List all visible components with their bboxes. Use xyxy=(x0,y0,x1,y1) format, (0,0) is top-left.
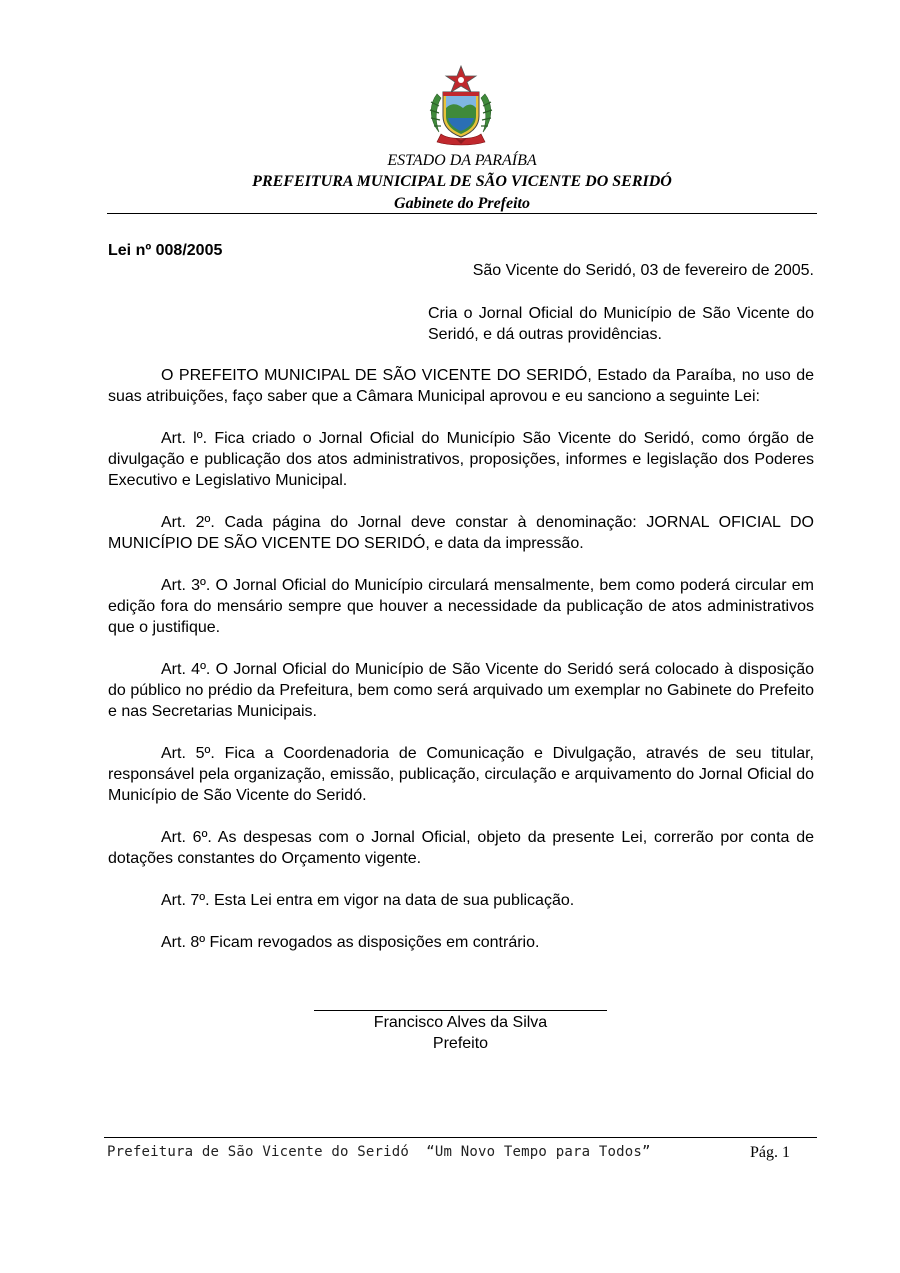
article-3: Art. 3º. O Jornal Oficial do Município circulará mensalmente, bem como poderá circular em edição fora do mensário sempre que houver a necessidade da publicação de atos administrativos que o justifique. xyxy=(108,577,814,636)
article-4: Art. 4º. O Jornal Oficial do Município de São Vicente do Seridó será colocado à disposição do público no prédio da Prefeitura, bem como será arquivado um exemplar no Gabinete do Prefeito e nas Secretarias Municipais. xyxy=(108,661,814,720)
signature-role: Prefeito xyxy=(432,1035,489,1052)
coat-of-arms-icon xyxy=(419,64,503,148)
header-state: ESTADO DA PARAÍBA xyxy=(387,152,537,169)
page-number: Pág. 1 xyxy=(750,1144,790,1161)
header-gabinete: Gabinete do Prefeito xyxy=(394,195,530,212)
header-divider xyxy=(107,213,817,214)
signature-name: Francisco Alves da Silva xyxy=(373,1014,548,1031)
preamble: O PREFEITO MUNICIPAL DE SÃO VICENTE DO SERIDÓ, Estado da Paraíba, no uso de suas atribuições, faço saber que a Câmara Municipal aprovou e eu sanciono a seguinte Lei: xyxy=(108,367,814,405)
law-ementa: Cria o Jornal Oficial do Município de São Vicente do Seridó, e dá outras providências. xyxy=(428,305,814,343)
article-8: Art. 8º Ficam revogados as disposições em contrário. xyxy=(161,934,540,951)
article-7: Art. 7º. Esta Lei entra em vigor na data de sua publicação. xyxy=(161,892,575,909)
law-number: Lei nº 008/2005 xyxy=(108,242,223,259)
emblem-star-center xyxy=(458,77,464,83)
emblem-shield-band xyxy=(443,92,479,96)
article-5: Art. 5º. Fica a Coordenadoria de Comunicação e Divulgação, através de seu titular, responsável pela organização, emissão, publicação, circulação e arquivamento do Jornal Oficial do Município de São Vicente do Seridó. xyxy=(108,745,814,804)
header-prefeitura: PREFEITURA MUNICIPAL DE SÃO VICENTE DO SERIDÓ xyxy=(252,173,672,190)
footer-divider xyxy=(104,1137,817,1138)
signature-line xyxy=(314,1010,607,1011)
law-body xyxy=(108,365,814,974)
article-1: Art. lº. Fica criado o Jornal Oficial do Município São Vicente do Seridó, como órgão de divulgação e publicação dos atos administrativos, proposições, informes e legislação dos Poderes Executivo e Legislativo Municipal. xyxy=(108,430,814,489)
article-2: Art. 2º. Cada página do Jornal deve constar à denominação: JORNAL OFICIAL DO MUNICÍPIO DE SÃO VICENTE DO SERIDÓ, e data da impressão. xyxy=(108,514,814,552)
footer-motto: Prefeitura de São Vicente do Seridó “Um Novo Tempo para Todos” xyxy=(107,1144,651,1160)
law-date: São Vicente do Seridó, 03 de fevereiro de 2005. xyxy=(472,262,814,279)
article-6: Art. 6º. As despesas com o Jornal Oficial, objeto da presente Lei, correrão por conta de dotações constantes do Orçamento vigente. xyxy=(108,829,814,867)
